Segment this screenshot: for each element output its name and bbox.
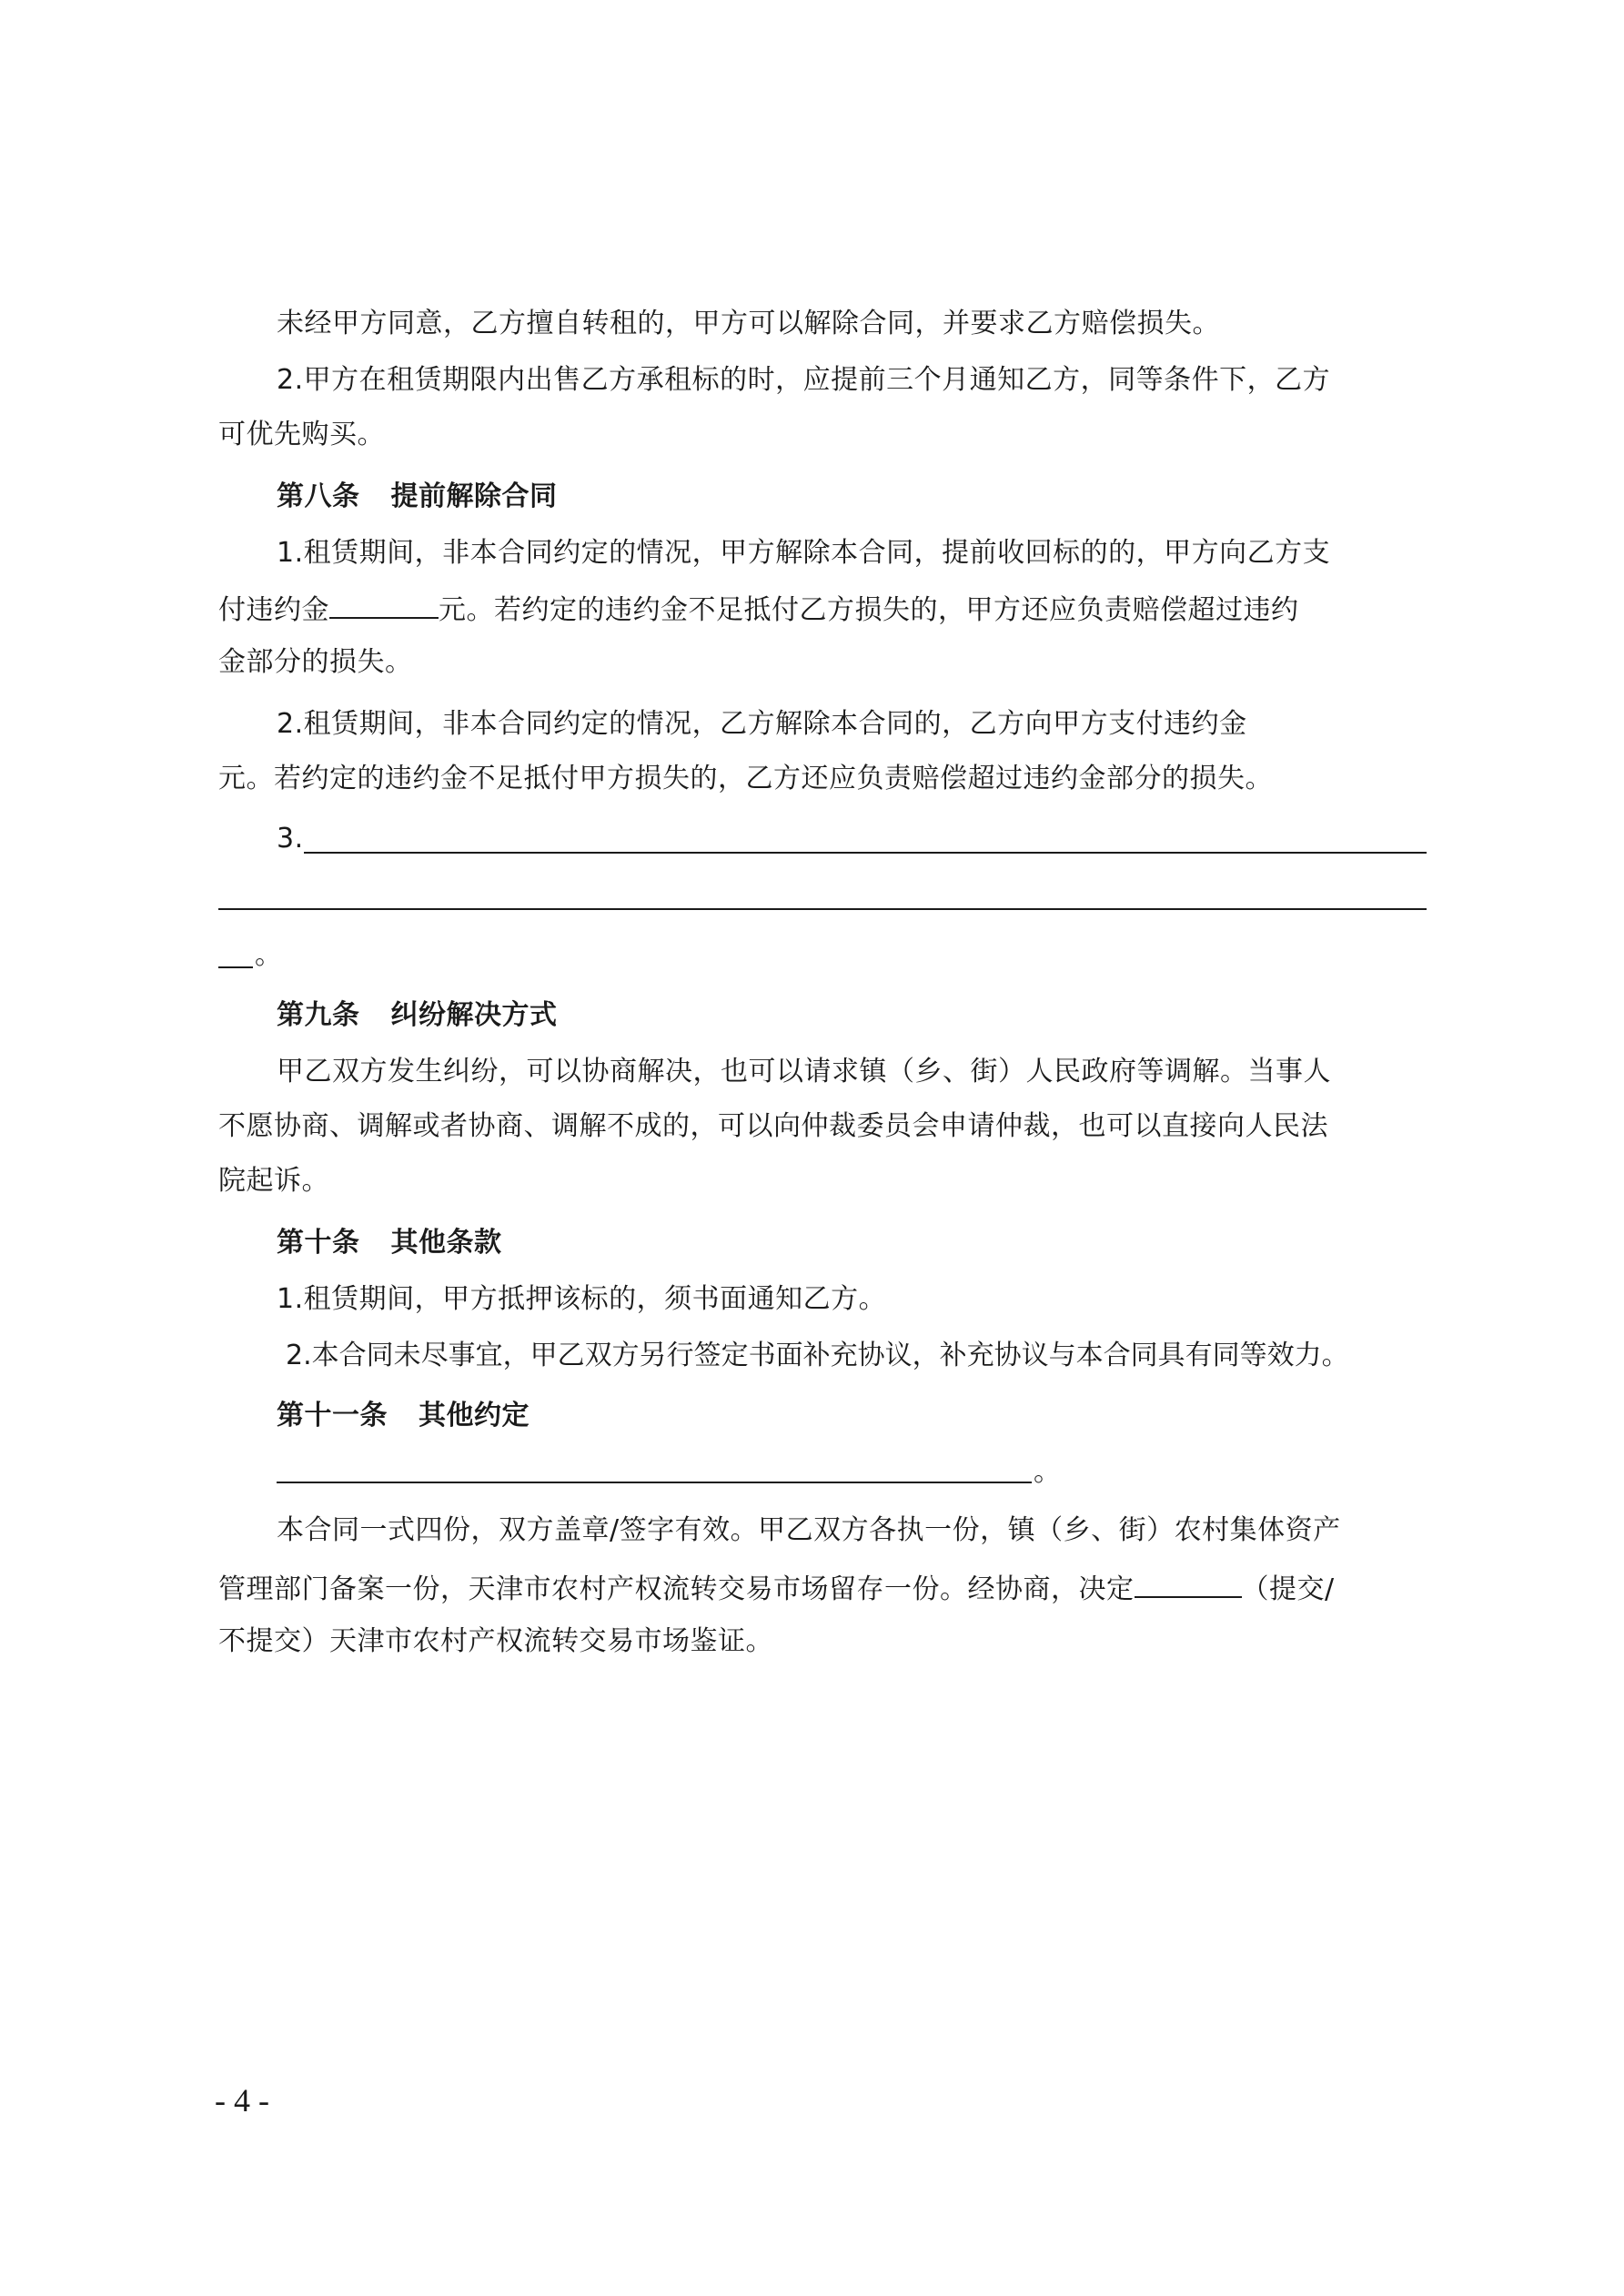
article-9-heading [277,997,558,1034]
paragraph-line: 本合同一式四份，双方盖章/签字有效。甲乙双方各执一份，镇（乡、街）农村集体资产 [277,1514,1341,1546]
article-8-heading [277,479,558,515]
paragraph-line: 甲乙双方发生纠纷，可以协商解决，也可以请求镇（乡、街）人民政府等调解。当事人 [277,1056,1331,1087]
paragraph-line: 未经甲方同意，乙方擅自转租的，甲方可以解除合同，并要求乙方赔偿损失。 [277,308,1220,339]
text-span: 付违约金 [218,594,329,626]
article-number: 第九条 [277,999,360,1031]
fill-in-blank-submit-choice[interactable] [1135,1569,1242,1598]
article-title: 其他条款 [390,1227,502,1259]
paragraph-line [218,1569,1335,1608]
article-11-heading [277,1398,530,1434]
article-number: 第八条 [277,480,360,512]
paragraph-line: 不愿协商、调解或者协商、调解不成的，可以向仲裁委员会申请仲裁，也可以直接向人民法 [218,1110,1328,1142]
fill-in-blank-line[interactable] [218,966,253,968]
paragraph-line: 金部分的损失。 [218,646,413,678]
fill-in-blank-penalty-amount[interactable] [329,590,439,619]
article-title: 纠纷解决方式 [390,999,558,1031]
fill-in-blank-line[interactable] [304,852,1427,854]
article-10-heading [277,1225,502,1261]
fill-in-blank-line[interactable] [218,908,1427,910]
paragraph-line [218,590,1299,629]
paragraph-line: 院起诉。 [218,1165,329,1197]
article-title: 其他约定 [419,1400,530,1431]
article-number: 第十一条 [277,1400,388,1431]
period-mark: 。 [255,939,283,971]
paragraph-line: 2.甲方在租赁期限内出售乙方承租标的时，应提前三个月通知乙方，同等条件下，乙方 [277,364,1331,396]
text-span: 元。若约定的违约金不足抵付乙方损失的，甲方还应负责赔偿超过违约 [439,594,1299,626]
paragraph-line: 元。若约定的违约金不足抵付甲方损失的，乙方还应负责赔偿超过违约金部分的损失。 [218,763,1273,794]
paragraph-line: 3. [277,823,304,855]
period-mark: 。 [1034,1456,1062,1488]
article-title: 提前解除合同 [390,480,558,512]
list-item: 2.本合同未尽事宜，甲乙双方另行签定书面补充协议，补充协议与本合同具有同等效力。 [286,1340,1349,1371]
paragraph-line: 可优先购买。 [218,419,385,450]
paragraph-line: 不提交）天津市农村产权流转交易市场鉴证。 [218,1625,773,1657]
list-item: 1.租赁期间，甲方抵押该标的，须书面通知乙方。 [277,1283,887,1315]
text-span: （提交/ [1241,1573,1335,1605]
paragraph-line: 1.租赁期间，非本合同约定的情况，甲方解除本合同，提前收回标的的，甲方向乙方支 [277,537,1331,569]
paragraph-line: 2.租赁期间，非本合同约定的情况，乙方解除本合同的，乙方向甲方支付违约金 [277,708,1247,740]
text-span: 管理部门备案一份，天津市农村产权流转交易市场留存一份。经协商，决定 [218,1573,1135,1605]
article-number: 第十条 [277,1227,360,1259]
page-number: - 4 - [215,2082,269,2119]
fill-in-blank-line[interactable] [277,1482,1032,1483]
